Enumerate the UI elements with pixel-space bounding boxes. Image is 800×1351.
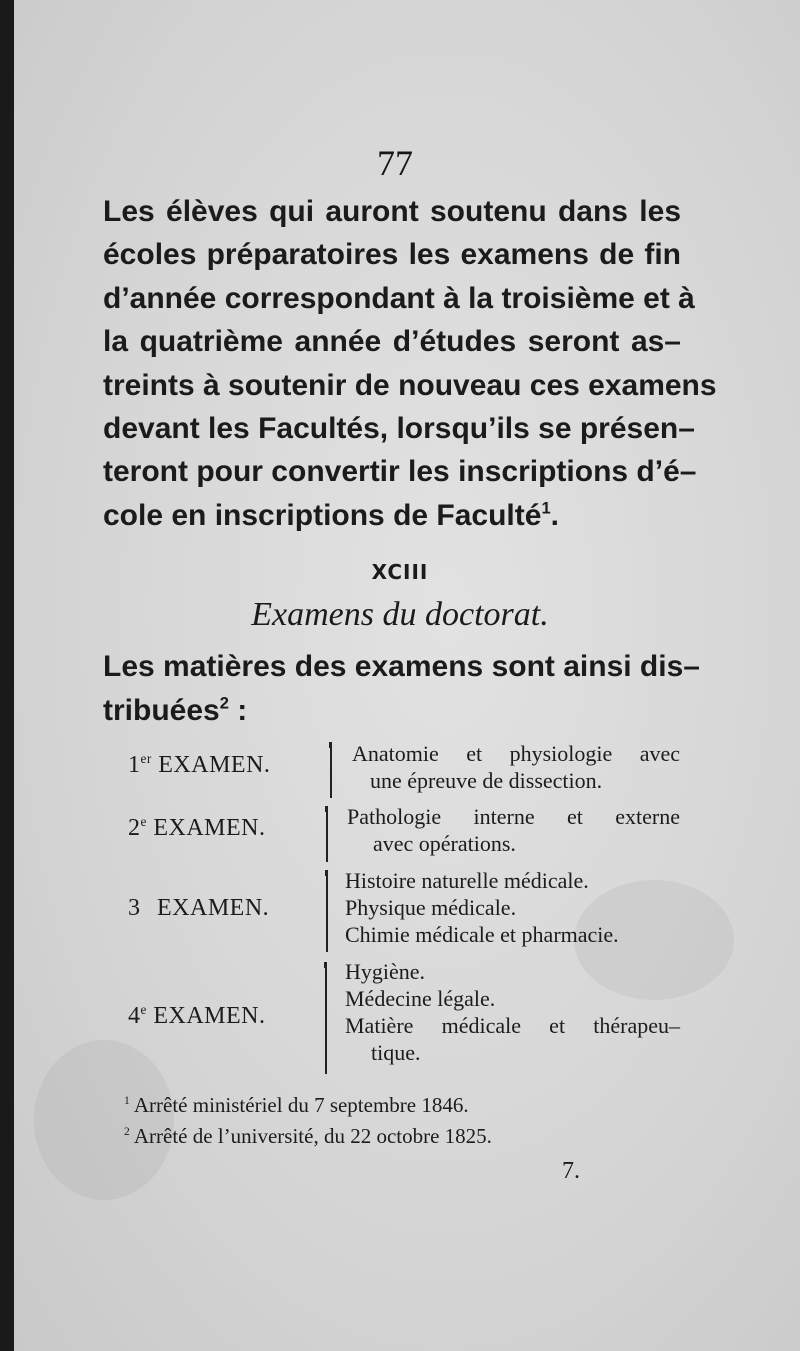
intro-line: Les matières des examens sont ainsi dis– bbox=[103, 650, 700, 683]
subject-line: tique. bbox=[371, 1040, 421, 1065]
footnote-text: Arrêté de l’université, du 22 octobre 1825. bbox=[129, 1124, 492, 1148]
subject-line: avec opérations. bbox=[373, 831, 516, 856]
footnote-ref: 1 bbox=[541, 499, 551, 518]
subject-line: Hygiène. bbox=[345, 959, 426, 984]
footnote bbox=[124, 1090, 604, 1121]
exam-word: EXAMEN. bbox=[146, 815, 266, 841]
footnote-text: Arrêté ministériel du 7 septembre 1846. bbox=[129, 1093, 469, 1117]
paragraph-line: d’année correspondant à la troisième et à bbox=[103, 281, 695, 315]
paragraph-end: . bbox=[550, 498, 559, 532]
exam-ordinal: e bbox=[140, 1001, 147, 1017]
subject-line: Physique médicale. bbox=[345, 895, 517, 920]
brace bbox=[330, 742, 338, 798]
exam-subjects bbox=[345, 958, 680, 1066]
exam-label bbox=[128, 752, 270, 779]
section-number: XCIII bbox=[371, 560, 429, 584]
paragraph-line: cole en inscriptions de Faculté bbox=[103, 498, 542, 532]
exam-number: 3 bbox=[128, 895, 141, 921]
subject-line: Anatomie et physiologie avec bbox=[352, 741, 680, 766]
paragraph bbox=[103, 190, 717, 537]
exam-number: 1 bbox=[128, 752, 141, 778]
intro-paragraph bbox=[103, 645, 700, 733]
exam-ordinal: er bbox=[140, 750, 152, 766]
paragraph-line: la quatrième année d’études seront as– bbox=[103, 325, 681, 359]
paragraph-line: teront pour convertir les inscriptions d’é– bbox=[103, 455, 697, 489]
subject-line: Histoire naturelle médicale. bbox=[345, 868, 589, 893]
subject-line: Médecine légale. bbox=[345, 986, 496, 1011]
brace bbox=[325, 962, 333, 1074]
exam-ordinal: e bbox=[140, 813, 147, 829]
page-number: 77 bbox=[377, 143, 413, 183]
exam-word: EXAMEN. bbox=[150, 895, 270, 921]
exam-number: 2 bbox=[128, 815, 141, 841]
exam-label bbox=[128, 895, 269, 922]
intro-line: tribuées bbox=[103, 694, 220, 727]
exam-subjects bbox=[347, 803, 680, 857]
footnote bbox=[124, 1121, 604, 1152]
brace bbox=[326, 806, 334, 862]
intro-last-line bbox=[103, 689, 681, 733]
footnote-mark: 1 bbox=[124, 1094, 130, 1107]
footnote-mark: 2 bbox=[124, 1125, 130, 1138]
paragraph-line: devant les Facultés, lorsqu’ils se présen– bbox=[103, 412, 695, 446]
subject-line: Pathologie interne et externe bbox=[347, 804, 680, 829]
section-title: Examens du doctorat. bbox=[251, 596, 549, 633]
intro-end: : bbox=[228, 694, 248, 727]
exam-subjects bbox=[345, 867, 680, 948]
paragraph-line: treints à soutenir de nouveau ces examens bbox=[103, 368, 717, 402]
signature-mark: 7. bbox=[562, 1158, 580, 1184]
subject-line: Matière médicale et thérapeu– bbox=[345, 1013, 680, 1038]
brace bbox=[326, 870, 334, 952]
paragraph-line: Les élèves qui auront soutenu dans les bbox=[103, 195, 681, 228]
exam-subjects bbox=[352, 740, 680, 794]
exam-word: EXAMEN. bbox=[146, 1003, 266, 1029]
exam-label bbox=[128, 1003, 266, 1030]
subject-line: Chimie médicale et pharmacie. bbox=[345, 922, 619, 947]
exam-label bbox=[128, 815, 266, 842]
paragraph-last-line bbox=[103, 494, 681, 537]
paragraph-line: écoles préparatoires les examens de fin bbox=[103, 238, 681, 272]
footnote-ref: 2 bbox=[219, 694, 229, 713]
footnotes bbox=[124, 1090, 604, 1152]
exam-number: 4 bbox=[128, 1003, 141, 1029]
exam-word: EXAMEN. bbox=[151, 752, 271, 778]
subject-line: une épreuve de dissection. bbox=[370, 768, 603, 793]
